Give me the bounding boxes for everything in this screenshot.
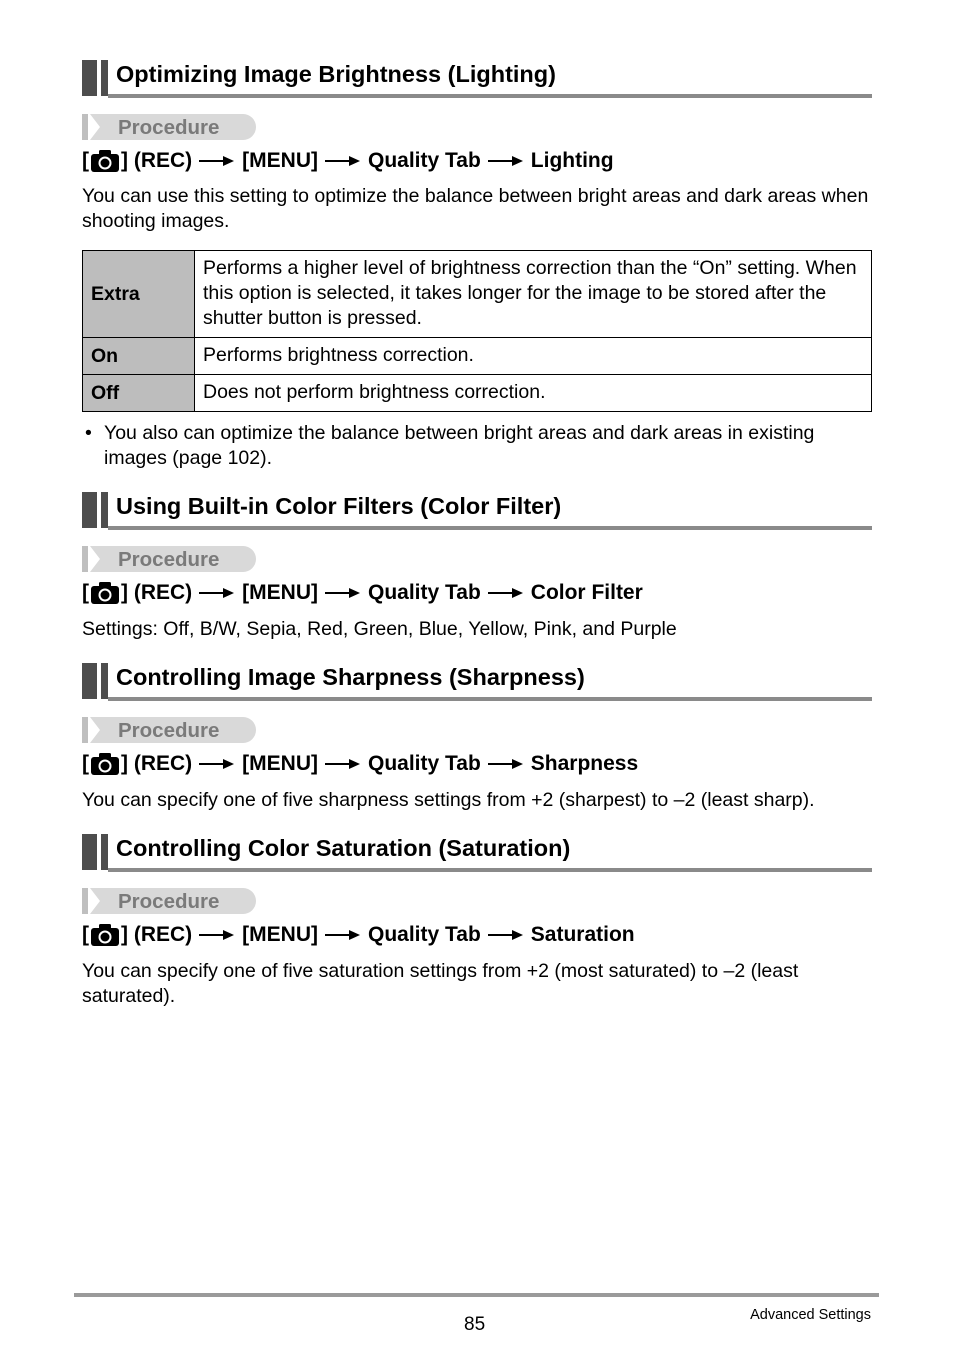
right-arrow-icon (488, 587, 524, 599)
option-description: Performs a higher level of brightness correction than the “On” setting. When this option is selected, it takes longer for the image to be stored after the shutter button is pressed. (195, 251, 872, 338)
section-title-saturation (82, 832, 872, 870)
camera-icon (90, 923, 120, 947)
right-arrow-icon (325, 587, 361, 599)
section-title-lighting (82, 58, 872, 96)
right-arrow-icon (199, 155, 235, 167)
section-heading: Optimizing Image Brightness (Lighting) (116, 61, 556, 87)
title-underline (108, 868, 872, 872)
path-bracket: [ (82, 923, 89, 946)
table-row (83, 375, 872, 412)
sharpness-text: You can specify one of five sharpness settings from +2 (sharpest) to –2 (least sharp). (82, 789, 815, 811)
option-name: Off (83, 375, 195, 412)
path-quality-tab: Quality Tab (367, 581, 481, 604)
path-setting: Saturation (530, 923, 635, 946)
procedure-tab (82, 546, 256, 572)
path-setting: Sharpness (530, 752, 639, 775)
path-bracket: [ (82, 149, 89, 172)
settings-text: Settings: Off, B/W, Sepia, Red, Green, Blue, Yellow, Pink, and Purple (82, 618, 677, 640)
procedure-label: Procedure (118, 719, 220, 742)
bullet-marker: • (85, 422, 92, 444)
menu-path (82, 923, 635, 947)
page-number: 85 (464, 1314, 486, 1335)
title-underline (108, 697, 872, 701)
intro-text: You can use this setting to optimize the balance between bright areas and dark areas when shooting images. (82, 185, 869, 232)
path-menu: [MENU] (242, 752, 318, 775)
section-heading: Controlling Color Saturation (Saturation) (116, 835, 571, 861)
procedure-tab (82, 717, 256, 743)
right-arrow-icon (199, 587, 235, 599)
path-quality-tab: Quality Tab (367, 149, 481, 172)
right-arrow-icon (199, 929, 235, 941)
note-text: You also can optimize the balance between bright areas and dark areas in existing images (page 102). (104, 422, 815, 469)
path-rec: ] (REC) (121, 752, 193, 775)
right-arrow-icon (488, 758, 524, 770)
path-menu: [MENU] (242, 923, 318, 946)
footer-divider (74, 1293, 879, 1297)
camera-icon (90, 752, 120, 776)
menu-path (82, 752, 638, 776)
path-rec: ] (REC) (121, 581, 193, 604)
camera-icon (90, 149, 120, 173)
path-quality-tab: Quality Tab (367, 923, 481, 946)
footer-section-name: Advanced Settings (750, 1307, 871, 1323)
path-setting: Color Filter (530, 581, 643, 604)
title-marker (82, 492, 112, 528)
procedure-label: Procedure (118, 890, 220, 913)
title-underline (108, 94, 872, 98)
path-rec: ] (REC) (121, 923, 193, 946)
right-arrow-icon (488, 155, 524, 167)
procedure-tab (82, 114, 256, 140)
option-name: On (83, 338, 195, 375)
menu-path (82, 581, 643, 605)
right-arrow-icon (199, 758, 235, 770)
path-menu: [MENU] (242, 581, 318, 604)
title-marker (82, 60, 112, 96)
title-underline (108, 526, 872, 530)
table-row (83, 338, 872, 375)
procedure-tab (82, 888, 256, 914)
path-bracket: [ (82, 581, 89, 604)
right-arrow-icon (325, 758, 361, 770)
right-arrow-icon (325, 155, 361, 167)
camera-icon (90, 581, 120, 605)
right-arrow-icon (325, 929, 361, 941)
procedure-label: Procedure (118, 116, 220, 139)
menu-path (82, 149, 614, 173)
saturation-text: You can specify one of five saturation settings from +2 (most saturated) to –2 (least saturated). (82, 960, 799, 1007)
option-description: Performs brightness correction. (195, 338, 872, 375)
title-marker (82, 834, 112, 870)
section-title-sharpness (82, 661, 872, 699)
path-menu: [MENU] (242, 149, 318, 172)
title-marker (82, 663, 112, 699)
table-row (83, 251, 872, 338)
path-quality-tab: Quality Tab (367, 752, 481, 775)
path-setting: Lighting (530, 149, 614, 172)
path-bracket: [ (82, 752, 89, 775)
section-title-color-filter (82, 490, 872, 528)
procedure-label: Procedure (118, 548, 220, 571)
option-name: Extra (83, 251, 195, 338)
right-arrow-icon (488, 929, 524, 941)
settings-table (82, 250, 872, 412)
option-description: Does not perform brightness correction. (195, 375, 872, 412)
section-heading: Controlling Image Sharpness (Sharpness) (116, 664, 585, 690)
path-rec: ] (REC) (121, 149, 193, 172)
section-heading: Using Built-in Color Filters (Color Filter) (116, 493, 562, 519)
